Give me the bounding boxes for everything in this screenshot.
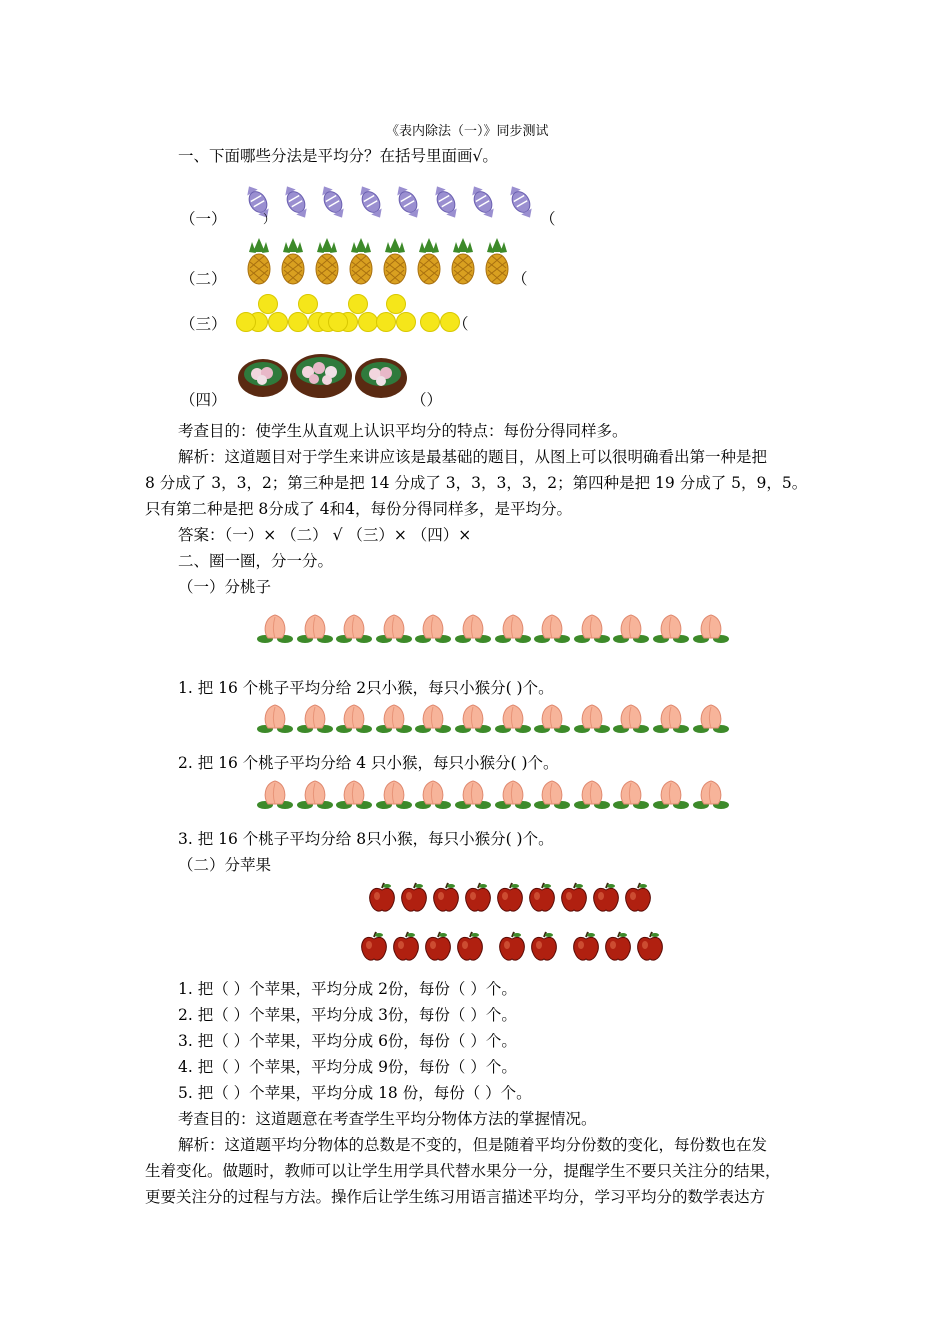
q1-purpose: 考查目的：使学生从直观上认识平均分的特点：每份分得同样多。 (178, 422, 628, 440)
peach-icon (335, 702, 373, 736)
apple-icon (494, 882, 526, 914)
row2-blank[interactable]: （ (512, 270, 528, 288)
row2-label: （二） (180, 270, 227, 288)
yellow-dot (298, 294, 318, 314)
apple-icon (454, 931, 486, 963)
peach-icon (256, 778, 294, 812)
q1-heading: 一、下面哪些分法是平均分？在括号里面画√。 (178, 147, 498, 165)
yellow-dot (376, 312, 396, 332)
peach-icon (533, 612, 571, 646)
peach-icon (454, 702, 492, 736)
pineapple-row (242, 238, 514, 286)
row3-blank[interactable]: （ (453, 315, 469, 333)
basket-2 (290, 354, 352, 398)
apple-icon (558, 882, 590, 914)
peach-item-2: 2. 把 16 个桃子平均分给 4 只小猴，每只小猴分( )个。 (178, 754, 559, 772)
apple-icon (390, 931, 422, 963)
q2-purpose: 考查目的：这道题意在考查学生平均分物体方法的掌握情况。 (178, 1110, 597, 1128)
peach-icon (533, 702, 571, 736)
peach-icon (573, 702, 611, 736)
q1-analysis-line1: 解析：这道题目对于学生来讲应该是最基础的题目，从图上可以很明确看出第一种是把 (178, 448, 768, 466)
q2-sub2: （二）分苹果 (178, 856, 272, 874)
yellow-dot (358, 312, 378, 332)
peach-icon (375, 778, 413, 812)
yellow-dot (236, 312, 256, 332)
apple-icon (570, 931, 602, 963)
peach-icon (494, 702, 532, 736)
apple-icon (358, 931, 390, 963)
pineapple-icon (480, 238, 514, 286)
candy-icon (390, 182, 426, 222)
peach-icon (256, 612, 294, 646)
q1-analysis-line3: 只有第二种是把 8分成了 4和4，每份分得同样多，是平均分。 (145, 500, 572, 518)
peach-icon (335, 612, 373, 646)
candy-icon (428, 182, 464, 222)
peach-icon (414, 778, 452, 812)
row4-blank[interactable]: （） (411, 391, 443, 409)
basket-1 (238, 359, 288, 397)
peach-icon (494, 612, 532, 646)
row1-label: （一） (180, 210, 227, 228)
apple-icon (366, 882, 398, 914)
peach-icon (652, 612, 690, 646)
peach-row-1 (256, 612, 731, 646)
peach-icon (692, 612, 730, 646)
peach-icon (375, 612, 413, 646)
apple-icon (602, 931, 634, 963)
candy-icon (503, 182, 539, 222)
yellow-dot (420, 312, 440, 332)
peach-icon (573, 612, 611, 646)
apple-row-1 (366, 882, 654, 914)
peach-icon (612, 702, 650, 736)
yellow-dot (328, 312, 348, 332)
candy-icon (278, 182, 314, 222)
peach-icon (375, 702, 413, 736)
candy-icon (465, 182, 501, 222)
peach-icon (296, 612, 334, 646)
basket-3 (355, 358, 407, 398)
yellow-dot (348, 294, 368, 314)
basket-illustration (236, 352, 416, 400)
peach-icon (692, 702, 730, 736)
q1-analysis-line2: 8 分成了 3，3，2；第三种是把 14 分成了 3，3，3，3，2；第四种是把 19 分成了 5，9，5。 (145, 474, 808, 492)
peach-row-2 (256, 702, 731, 736)
candy-row (240, 182, 540, 222)
apple-item-1: 1. 把（ ）个苹果，平均分成 2份，每份（ ）个。 (178, 980, 517, 998)
peach-icon (612, 612, 650, 646)
yellow-dot (386, 294, 406, 314)
peach-icon (454, 612, 492, 646)
row1-mid-paren: ） (263, 212, 276, 226)
q2-heading: 二、圈一圈，分一分。 (178, 552, 334, 570)
q2-sub1: （一）分桃子 (178, 578, 272, 596)
row3-label: （三） (180, 315, 227, 333)
q2-analysis-line1: 解析：这道题平均分物体的总数是不变的，但是随着平均分份数的变化，每份数也在发 (178, 1136, 768, 1154)
candy-icon (353, 182, 389, 222)
yellow-dot (268, 312, 288, 332)
row1-blank[interactable]: （ (540, 210, 556, 228)
peach-icon (533, 778, 571, 812)
apple-row-2 (358, 931, 666, 963)
pineapple-icon (378, 238, 412, 286)
apple-icon (634, 931, 666, 963)
apple-icon (430, 882, 462, 914)
peach-icon (652, 778, 690, 812)
q2-analysis-line2: 生着变化。做题时，教师可以让学生用学具代替水果分一分，提醒学生不要只关注分的结果， (145, 1162, 781, 1180)
q2-analysis-line3: 更要关注分的过程与方法。操作后让学生练习用语言描述平均分，学习平均分的数学表达方 (145, 1188, 766, 1206)
apple-icon (462, 882, 494, 914)
peach-icon (414, 612, 452, 646)
yellow-dot (288, 312, 308, 332)
peach-icon (612, 778, 650, 812)
dot-group (236, 292, 456, 332)
peach-icon (256, 702, 294, 736)
pineapple-icon (344, 238, 378, 286)
pineapple-icon (412, 238, 446, 286)
peach-icon (296, 778, 334, 812)
peach-icon (454, 778, 492, 812)
peach-icon (692, 778, 730, 812)
apple-icon (528, 931, 560, 963)
pineapple-icon (242, 238, 276, 286)
peach-icon (296, 702, 334, 736)
apple-icon (622, 882, 654, 914)
peach-icon (414, 702, 452, 736)
page-title: 《表内除法（一）》同步测试 (386, 124, 549, 139)
pineapple-icon (310, 238, 344, 286)
apple-icon (526, 882, 558, 914)
yellow-dot (258, 294, 278, 314)
basket-group (236, 352, 416, 404)
apple-item-4: 4. 把（ ）个苹果，平均分成 9份，每份（ ）个。 (178, 1058, 517, 1076)
apple-icon (590, 882, 622, 914)
apple-item-3: 3. 把（ ）个苹果，平均分成 6份，每份（ ）个。 (178, 1032, 517, 1050)
apple-item-5: 5. 把（ ）个苹果，平均分成 18 份，每份（ ）个。 (178, 1084, 532, 1102)
peach-item-1: 1. 把 16 个桃子平均分给 2只小猴，每只小猴分( )个。 (178, 679, 554, 697)
peach-icon (573, 778, 611, 812)
row4-label: （四） (180, 391, 227, 409)
peach-item-3: 3. 把 16 个桃子平均分给 8只小猴，每只小猴分( )个。 (178, 830, 554, 848)
yellow-dot (396, 312, 416, 332)
apple-icon (422, 931, 454, 963)
pineapple-icon (276, 238, 310, 286)
peach-icon (335, 778, 373, 812)
pineapple-icon (446, 238, 480, 286)
q1-answer: 答案：（一）× （二） √ （三）× （四）× (178, 526, 472, 544)
candy-icon (315, 182, 351, 222)
peach-icon (652, 702, 690, 736)
apple-icon (496, 931, 528, 963)
apple-item-2: 2. 把（ ）个苹果，平均分成 3份，每份（ ）个。 (178, 1006, 517, 1024)
peach-icon (494, 778, 532, 812)
apple-icon (398, 882, 430, 914)
peach-row-3 (256, 778, 731, 812)
